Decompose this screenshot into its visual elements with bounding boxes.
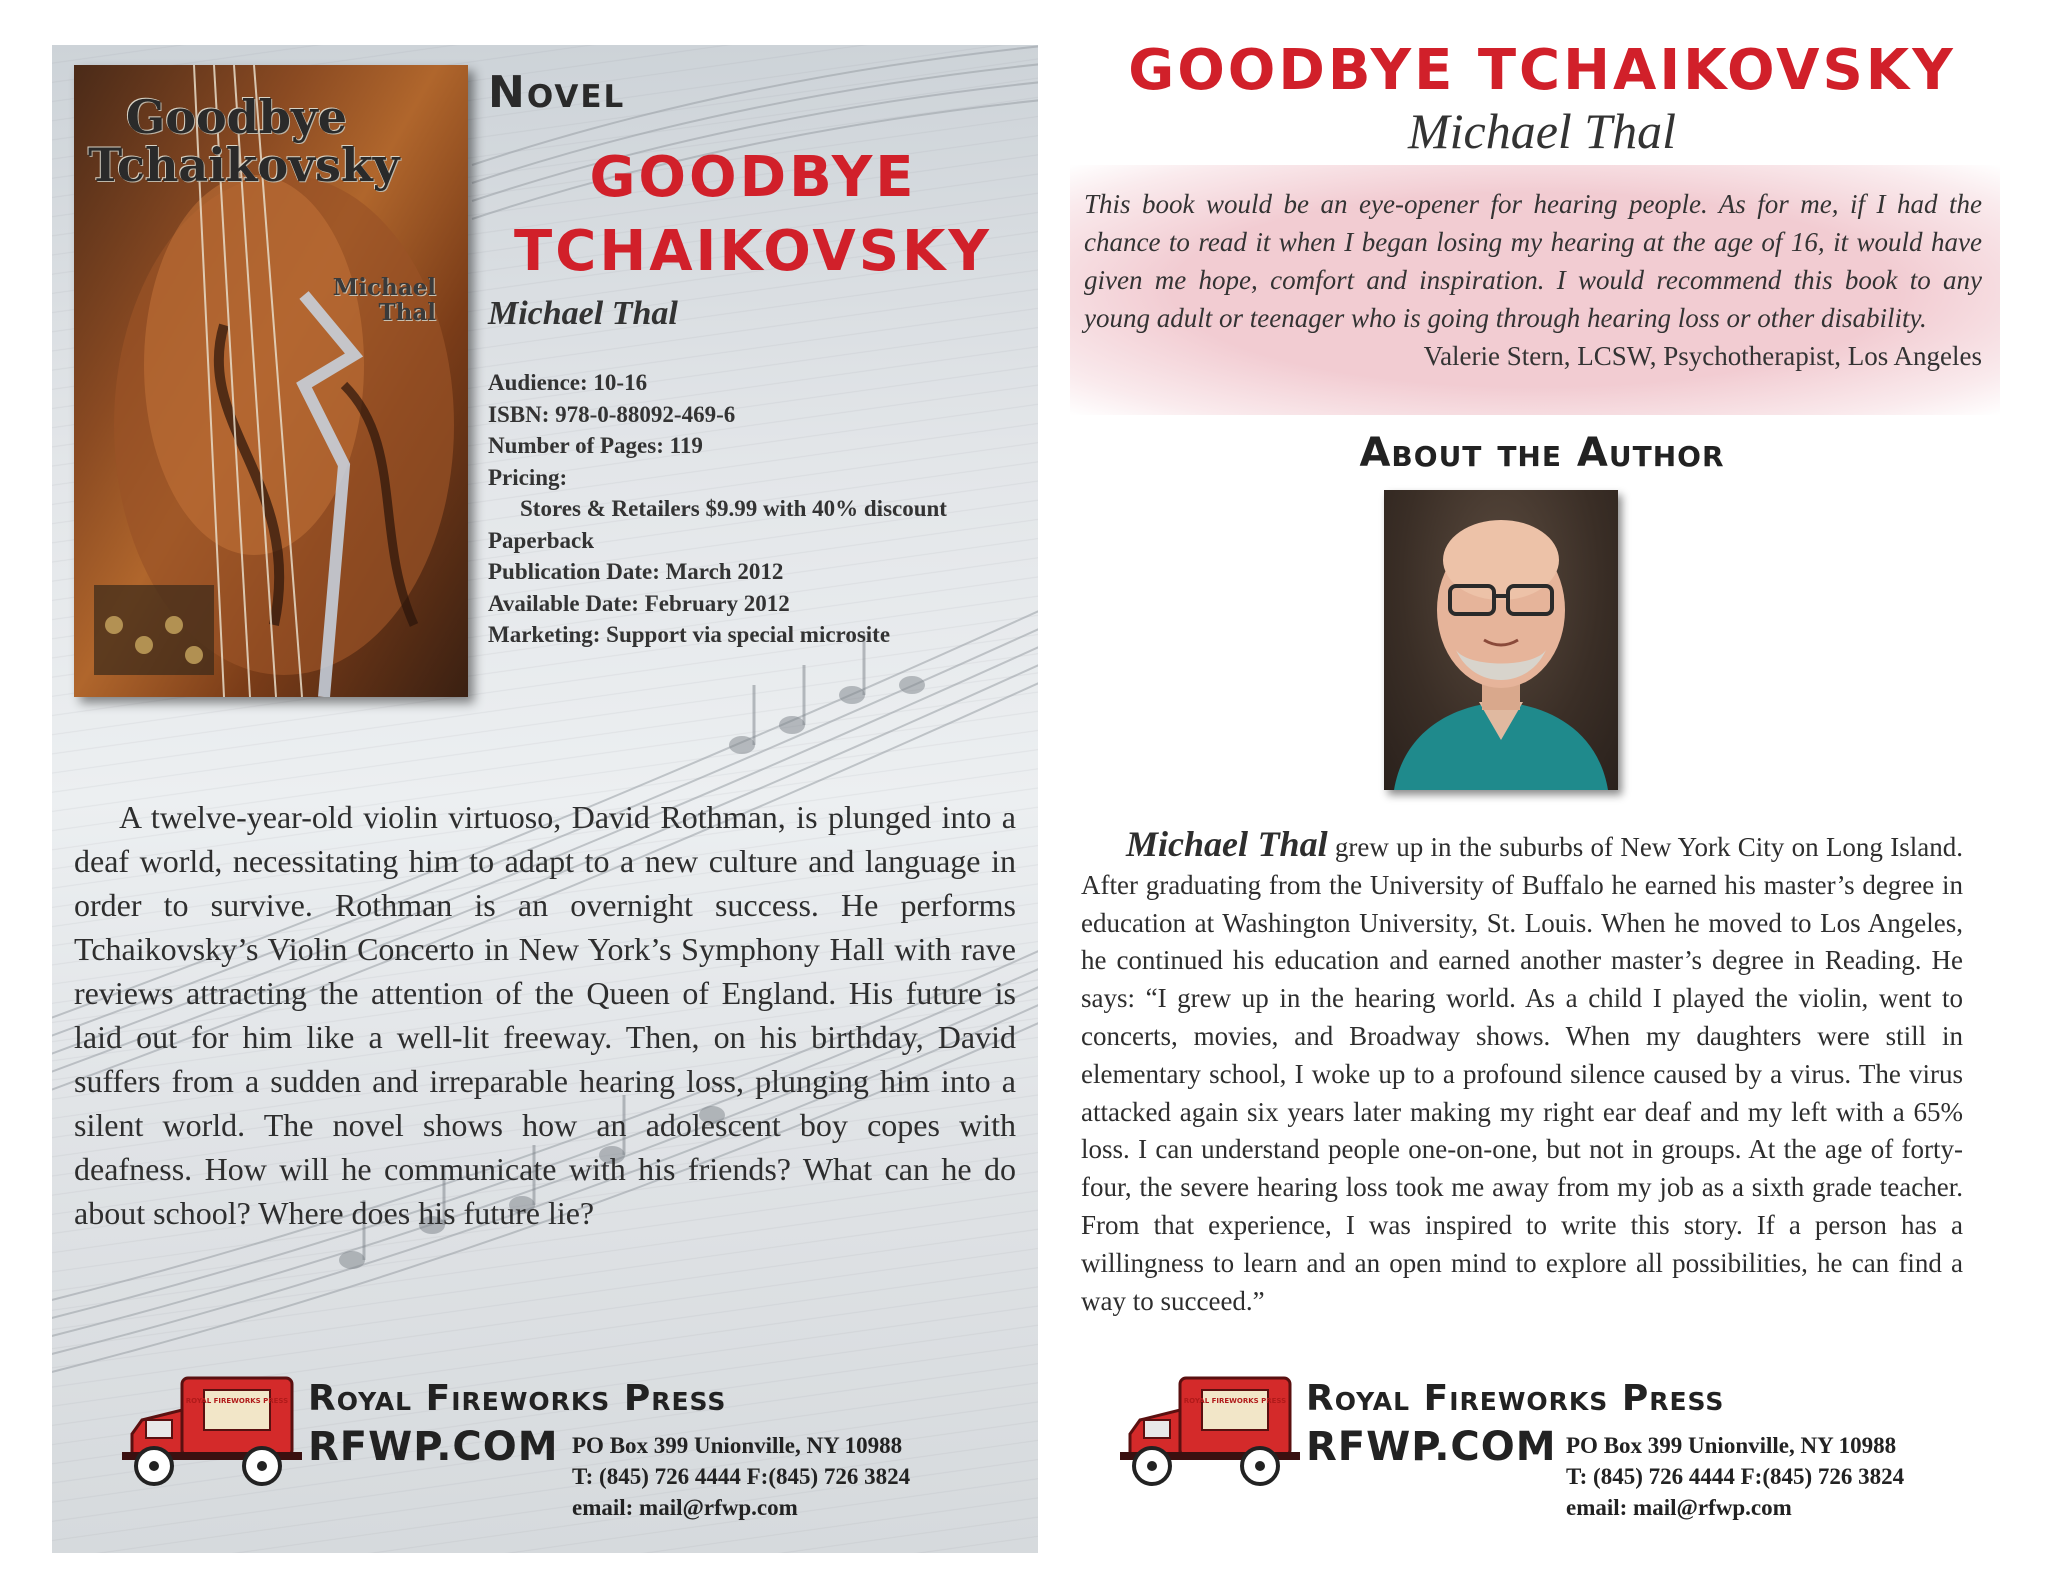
detail-isbn: ISBN: 978-0-88092-469-6 (488, 401, 736, 427)
cover-author-line1: Michael (332, 274, 436, 301)
book-title-line1: GOODBYE (589, 145, 917, 210)
publisher-url[interactable]: RFWP.COM (308, 1424, 559, 1470)
review-quote: This book would be an eye-opener for hearing people. As for me, if I had the chance to read it when I began losing my hearing at the age of 16, it would have given me hope, comfort and inspiration. I would recommend this book to any young adult or teenager who is going through hearing loss or other disability. (1084, 189, 1982, 333)
book-title-line2: TCHAIKOVSKY (514, 219, 992, 284)
publisher-url-right[interactable]: RFWP.COM (1306, 1424, 1557, 1470)
detail-publication-date: Publication Date: March 2012 (488, 559, 784, 584)
publisher-address: PO Box 399 Unionville, NY 10988 (572, 1433, 903, 1458)
detail-pricing: Pricing: (488, 464, 568, 490)
book-title (488, 141, 1018, 289)
bio-author-name: Michael Thal (1126, 824, 1328, 864)
cover-title-line1: Goodbye (126, 90, 347, 144)
right-book-title: GOODBYE TCHAIKOVSKY (1128, 38, 1956, 103)
bio-text: grew up in the suburbs of New York City on Long Island. After graduating from the University of Buffalo he earned his master’s degree in education at Washington University, St. Louis. When he moved to Los Angeles, he continued his education and earned another master’s degree in Reading. He says: “I grew up in the hearing world. As a child I played the violin, went to concerts, movies, and Broadway shows. When my daughters were still in elementary school, I woke up to a profound silence caused by a virus. The virus attacked again six years later making my right ear deaf and my left with a 65% loss. I can understand people one-on-one, but not in groups. At the age of forty-four, the severe hearing loss took me away from my job as a sixth grade teacher. From that experience, I was inspired to write this story. If a person has a willingness to learn and an open mind to explore all possibilities, he can find a way to succeed.” (1081, 832, 1963, 1316)
publisher-email-right[interactable]: email: mail@rfwp.com (1566, 1495, 1792, 1520)
publisher-phone: T: (845) 726 4444 F:(845) 726 3824 (572, 1464, 911, 1489)
left-panel (52, 45, 1038, 1553)
publisher-address-right: PO Box 399 Unionville, NY 10988 (1566, 1433, 1897, 1458)
genre-label: Novel (488, 67, 626, 118)
review-quote-box (1070, 165, 2000, 415)
fireworks-truck-logo (112, 1370, 312, 1490)
synopsis-paragraph: A twelve-year-old violin virtuoso, David Rothman, is plunged into a deaf world, necessitating him to adapt to a new culture and language in order to survive. Rothman is an overnight success. He performs Tchaikovsky’s Violin Concerto in New York’s Symphony Hall with rave reviews attracting the attention of the Queen of England. His future is laid out for him like a well-lit freeway. Then, on his birthday, David suffers from a sudden and irreparable hearing loss, plunging him into a silent world. The novel shows how an adolescent boy copes with deafness. How will he communicate with his friends? What can he do about school? Where does his future lie? (74, 799, 1016, 1231)
detail-audience: Audience: 10-16 (488, 370, 648, 395)
publisher-contact-right (1566, 1430, 1904, 1523)
cover-title (88, 90, 458, 192)
book-cover (74, 65, 468, 697)
cover-title-line2: Tchaikovsky (88, 138, 400, 192)
book-author: Michael Thal (488, 295, 678, 332)
publisher-name-right: Royal Fireworks Press (1306, 1378, 1725, 1419)
right-book-author: Michael Thal (1407, 103, 1677, 159)
author-bio (1081, 826, 1963, 1320)
cover-author (286, 275, 436, 325)
author-portrait (1384, 490, 1618, 790)
detail-pages: Number of Pages: 119 (488, 433, 703, 458)
publisher-name: Royal Fireworks Press (308, 1378, 727, 1419)
fireworks-truck-logo-right (1110, 1370, 1310, 1490)
detail-format: Paperback (488, 527, 595, 553)
author-photo (1384, 490, 1618, 790)
publisher-footer-right (1110, 1370, 2010, 1550)
about-author-heading: About the Author (1359, 430, 1725, 476)
book-details (488, 367, 1028, 651)
detail-available-date: Available Date: February 2012 (488, 590, 790, 616)
truck-sign-text-right: ROYAL FIREWORKS PRESS (1183, 1397, 1287, 1405)
cover-author-line2: Thal (378, 299, 436, 326)
review-attribution: Valerie Stern, LCSW, Psychotherapist, Los Angeles (1423, 341, 1982, 371)
truck-sign-text: ROYAL FIREWORKS PRESS (185, 1397, 289, 1405)
publisher-contact (572, 1430, 910, 1523)
publisher-email[interactable]: email: mail@rfwp.com (572, 1495, 798, 1520)
detail-stores-price: Stores & Retailers $9.99 with 40% discount (520, 496, 947, 521)
publisher-phone-right: T: (845) 726 4444 F:(845) 726 3824 (1566, 1464, 1905, 1489)
detail-marketing: Marketing: Support via special microsite (488, 622, 891, 647)
publisher-footer-left (112, 1370, 1012, 1550)
